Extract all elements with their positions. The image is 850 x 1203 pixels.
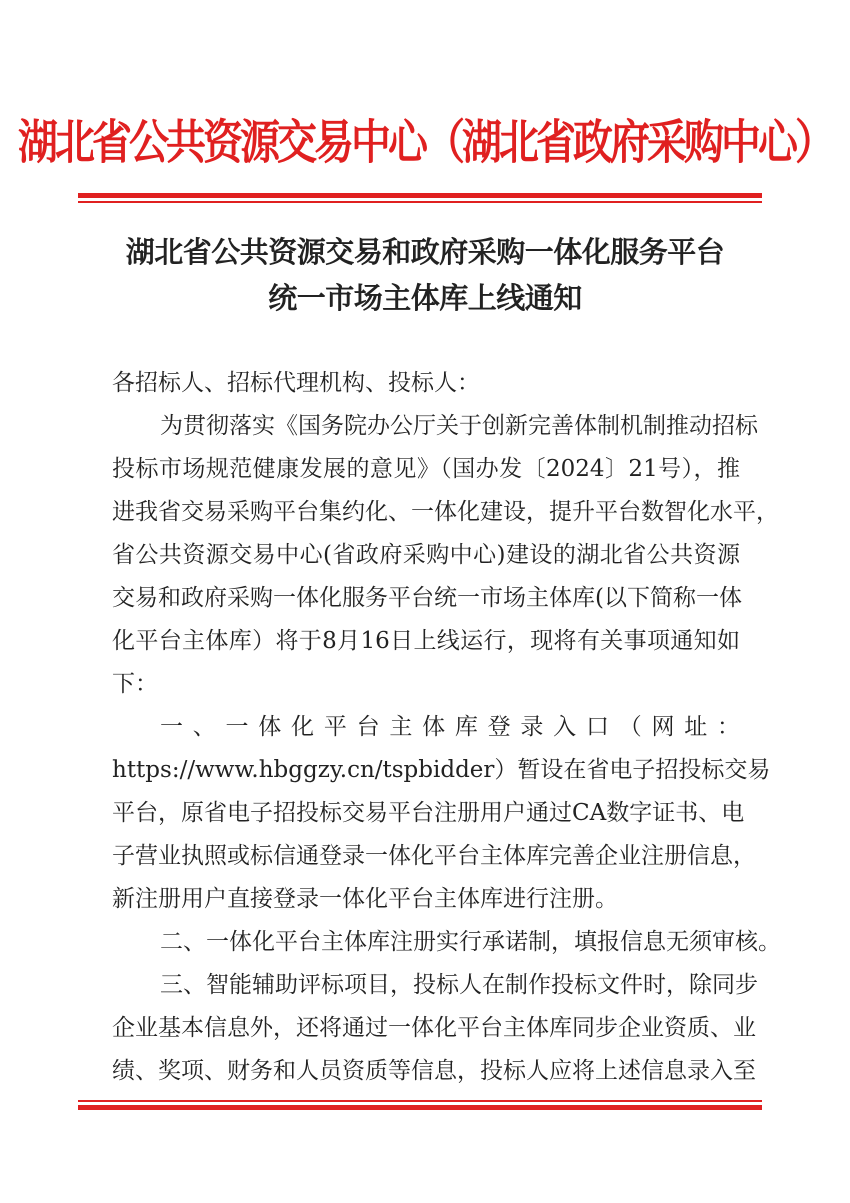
body-line-4: 省公共资源交易中心(省政府采购中心)建设的湖北省公共资源 — [112, 542, 740, 568]
footer-rule-thick — [78, 1105, 762, 1110]
salutation: 各招标人、招标代理机构、投标人： — [112, 370, 480, 396]
body-line-8: 一、一体化平台主体库登录入口（网址： — [160, 714, 740, 740]
body-line-5: 交易和政府采购一体化服务平台统一市场主体库(以下简称一体 — [112, 585, 742, 611]
body-line-14: 三、智能辅助评标项目，投标人在制作投标文件时，除同步 — [160, 972, 758, 998]
body-line-3: 进我省交易采购平台集约化、一体化建设，提升平台数智化水平， — [112, 499, 779, 525]
footer-rule-thin — [78, 1100, 762, 1102]
notice-title-line1: 湖北省公共资源交易和政府采购一体化服务平台 — [125, 235, 725, 269]
body-line-11: 子营业执照或标信通登录一体化平台主体库完善企业注册信息， — [112, 843, 756, 869]
body-line-10: 平台，原省电子招投标交易平台注册用户通过CA数字证书、电 — [112, 800, 745, 826]
body-line-6: 化平台主体库）将于8月16日上线运行，现将有关事项通知如 — [112, 628, 740, 654]
body-line-13: 二、一体化平台主体库注册实行承诺制，填报信息无须审核。 — [160, 929, 781, 955]
org-header-title: 湖北省公共资源交易中心（湖北省政府采购中心） — [18, 114, 832, 171]
body-line-15: 企业基本信息外，还将通过一体化平台主体库同步企业资质、业 — [112, 1015, 756, 1041]
header-rule-thin — [78, 201, 762, 203]
body-line-7: 下： — [112, 671, 158, 697]
body-line-1: 为贯彻落实《国务院办公厅关于创新完善体制机制推动招标 — [160, 413, 758, 439]
header-rule-thick — [78, 193, 762, 198]
notice-title-line2: 统一市场主体库上线通知 — [268, 281, 582, 315]
body-line-9: https://www.hbggzy.cn/tspbidder）暂设在省电子招投标交易 — [112, 757, 771, 783]
body-line-2: 投标市场规范健康发展的意见》（国办发〔2024〕21号），推 — [112, 456, 740, 482]
body-line-12: 新注册用户直接登录一体化平台主体库进行注册。 — [112, 886, 618, 912]
body-line-16: 绩、奖项、财务和人员资质等信息，投标人应将上述信息录入至 — [112, 1058, 756, 1084]
